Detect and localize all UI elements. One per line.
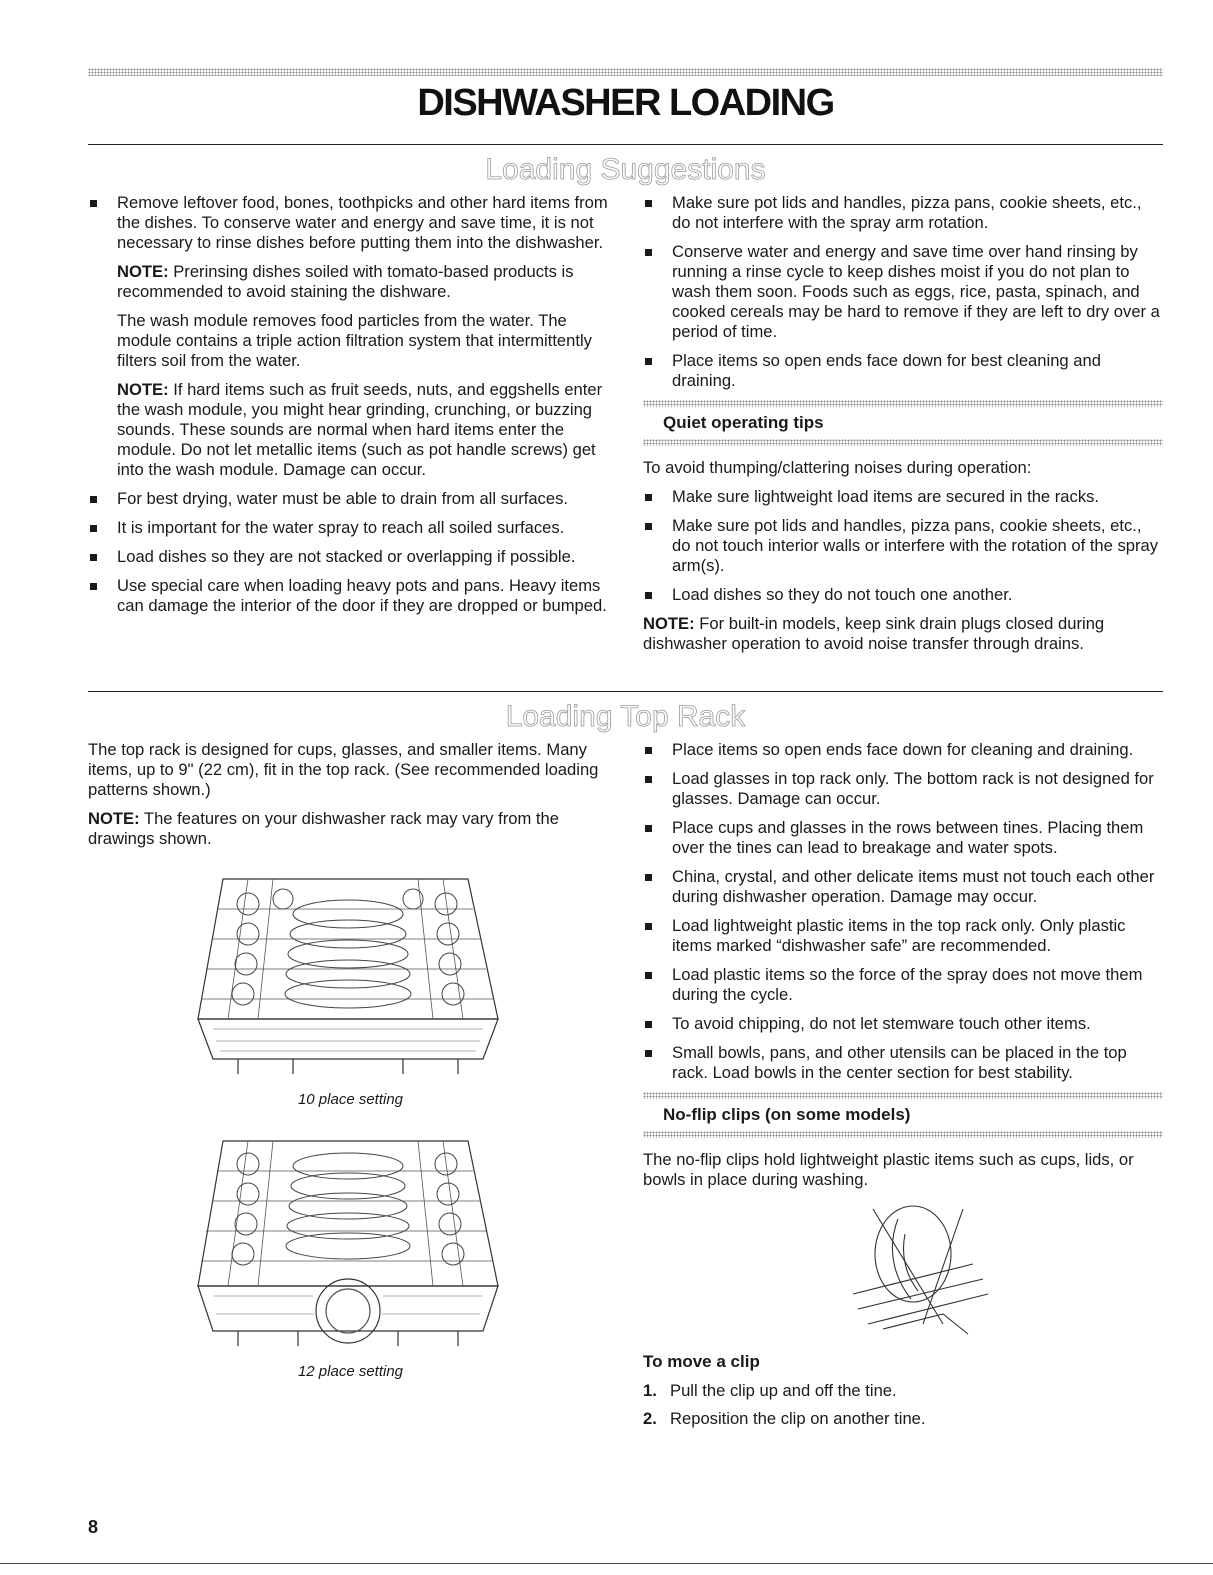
top-rack-text: Place items so open ends face down for cleaning and draining. xyxy=(672,740,1134,759)
step-item xyxy=(643,1409,1163,1429)
note-text: For built-in models, keep sink drain plugs closed during dishwasher operation to avoid noise transfer through drains. xyxy=(643,614,1105,653)
suggestion-text: For best drying, water must be able to drain from all surfaces. xyxy=(117,489,568,508)
top-rack-item xyxy=(643,818,1163,858)
figure-10-place-setting xyxy=(88,869,613,1110)
subhead-dotted-band xyxy=(643,439,1163,446)
top-rack-item xyxy=(643,740,1163,760)
suggestion-text: Load dishes so they are not stacked or overlapping if possible. xyxy=(117,547,576,566)
section-rule xyxy=(88,691,1163,692)
quiet-tips-title: Quiet operating tips xyxy=(663,413,824,432)
move-clip-steps xyxy=(643,1381,1163,1429)
figure-12-place-setting xyxy=(88,1136,613,1382)
subhead-dotted-band xyxy=(643,1131,1163,1138)
suggestion-item xyxy=(643,193,1163,233)
note-prerinsing xyxy=(117,262,613,302)
suggestion-item xyxy=(88,547,613,567)
suggestion-text: Conserve water and energy and save time over hand rinsing by running a rinse cycle to keep dishes moist if you do not plan to wash them soon. Foods such as eggs, rice, pasta, spinach, and cooked cereals may be hard to remove if they are left to dry over a period of time. xyxy=(672,242,1160,341)
top-rack-text: Small bowls, pans, and other utensils can be placed in the top rack. Load bowls in the center section for best stability. xyxy=(672,1043,1127,1082)
page-number: 8 xyxy=(88,1517,99,1537)
top-rack-text: Load lightweight plastic items in the top rack only. Only plastic items marked “dishwasher safe” are recommended. xyxy=(672,916,1126,955)
no-flip-header xyxy=(643,1092,1163,1138)
note-built-in xyxy=(643,614,1163,654)
step-number: 2. xyxy=(643,1409,657,1428)
move-clip-title: To move a clip xyxy=(643,1352,760,1371)
suggestion-item xyxy=(88,576,613,616)
quiet-tip-item xyxy=(643,487,1163,507)
top-rack-left-column xyxy=(88,740,613,1382)
suggestion-text: Use special care when loading heavy pots and pans. Heavy items can damage the interior of the door if they are dropped or bumped. xyxy=(117,576,607,615)
suggestion-text: It is important for the water spray to reach all soiled surfaces. xyxy=(117,518,565,537)
subhead-dotted-band xyxy=(643,1092,1163,1099)
page-title: DISHWASHER LOADING xyxy=(417,82,834,124)
top-rack-text: Load glasses in top rack only. The bottom rack is not designed for glasses. Damage can occur. xyxy=(672,769,1154,808)
note-features xyxy=(88,809,613,849)
note-label: NOTE: xyxy=(117,380,169,399)
top-rack-item xyxy=(643,769,1163,809)
note-text: If hard items such as fruit seeds, nuts, and eggshells enter the wash module, you might hear grinding, crunching, or buzzing sounds. These sounds are normal when hard items enter the module. Do not let metallic items (such as pot handle screws) get into the wash module. Damage can occur. xyxy=(117,380,603,479)
suggestion-item xyxy=(643,351,1163,391)
quiet-tip-text: Make sure pot lids and handles, pizza pans, cookie sheets, etc., do not touch interior walls or interfere with the rotation of the spray arm(s). xyxy=(672,516,1159,575)
suggestion-item xyxy=(88,518,613,538)
suggestion-item xyxy=(88,193,613,253)
suggestion-item xyxy=(88,489,613,509)
quiet-tips-header xyxy=(643,400,1163,446)
subhead-dotted-band xyxy=(643,400,1163,407)
note-hard-items xyxy=(117,380,613,480)
no-flip-clip-illustration xyxy=(643,1199,1163,1339)
note-text: The features on your dishwasher rack may vary from the drawings shown. xyxy=(88,809,559,848)
top-rack-right-column xyxy=(643,740,1163,1437)
step-text: Reposition the clip on another tine. xyxy=(670,1409,926,1428)
quiet-tip-item xyxy=(643,516,1163,576)
rack-10-place-illustration xyxy=(88,869,613,1079)
note-text: Prerinsing dishes soiled with tomato-based products is recommended to avoid staining the dishware. xyxy=(117,262,574,301)
note-label: NOTE: xyxy=(117,262,169,281)
top-rack-text: Load plastic items so the force of the spray does not move them during the cycle. xyxy=(672,965,1143,1004)
note-label: NOTE: xyxy=(88,809,140,828)
suggestions-left-column xyxy=(88,193,613,625)
figure-caption: 10 place setting xyxy=(297,1091,404,1108)
quiet-tip-item xyxy=(643,585,1163,605)
suggestions-right-column xyxy=(643,193,1163,663)
rack-12-place-illustration xyxy=(88,1136,613,1351)
suggestion-text: Make sure pot lids and handles, pizza pans, cookie sheets, etc., do not interfere with the spray arm rotation. xyxy=(672,193,1142,232)
top-rack-item xyxy=(643,1043,1163,1083)
section-title-loading-top-rack: Loading Top Rack xyxy=(505,700,746,733)
top-rack-item xyxy=(643,1014,1163,1034)
quiet-tips-intro: To avoid thumping/clattering noises during operation: xyxy=(643,458,1032,477)
header-dotted-band xyxy=(88,68,1163,76)
no-flip-text: The no-flip clips hold lightweight plastic items such as cups, lids, or bowls in place during washing. xyxy=(643,1150,1134,1189)
quiet-tip-text: Load dishes so they do not touch one another. xyxy=(672,585,1013,604)
note-label: NOTE: xyxy=(643,614,695,633)
suggestion-item xyxy=(643,242,1163,342)
quiet-tip-text: Make sure lightweight load items are secured in the racks. xyxy=(672,487,1100,506)
section-title-loading-suggestions: Loading Suggestions xyxy=(485,153,766,186)
top-rack-text: China, crystal, and other delicate items must not touch each other during dishwasher operation. Damage may occur. xyxy=(672,867,1155,906)
footer-rule xyxy=(0,1563,1213,1564)
top-rack-text: To avoid chipping, do not let stemware touch other items. xyxy=(672,1014,1091,1033)
suggestion-text: Place items so open ends face down for best cleaning and draining. xyxy=(672,351,1101,390)
top-rack-item xyxy=(643,965,1163,1005)
suggestion-text: Remove leftover food, bones, toothpicks and other hard items from the dishes. To conserve water and energy and save time, it is not necessary to rinse dishes before putting them into the dishwasher. xyxy=(117,193,608,252)
wash-module-paragraph: The wash module removes food particles from the water. The module contains a triple action filtration system that intermittently filters soil from the water. xyxy=(117,311,592,370)
figure-caption: 12 place setting xyxy=(297,1363,404,1380)
step-text: Pull the clip up and off the tine. xyxy=(670,1381,897,1400)
header-rule xyxy=(88,144,1163,145)
no-flip-title: No-flip clips (on some models) xyxy=(663,1105,911,1124)
step-number: 1. xyxy=(643,1381,657,1400)
top-rack-intro: The top rack is designed for cups, glasses, and smaller items. Many items, up to 9" (22 cm), fit in the top rack. (See recommended loading patterns shown.) xyxy=(88,740,599,799)
top-rack-item xyxy=(643,867,1163,907)
step-item xyxy=(643,1381,1163,1401)
top-rack-item xyxy=(643,916,1163,956)
top-rack-text: Place cups and glasses in the rows between tines. Placing them over the tines can lead to breakage and water spots. xyxy=(672,818,1144,857)
